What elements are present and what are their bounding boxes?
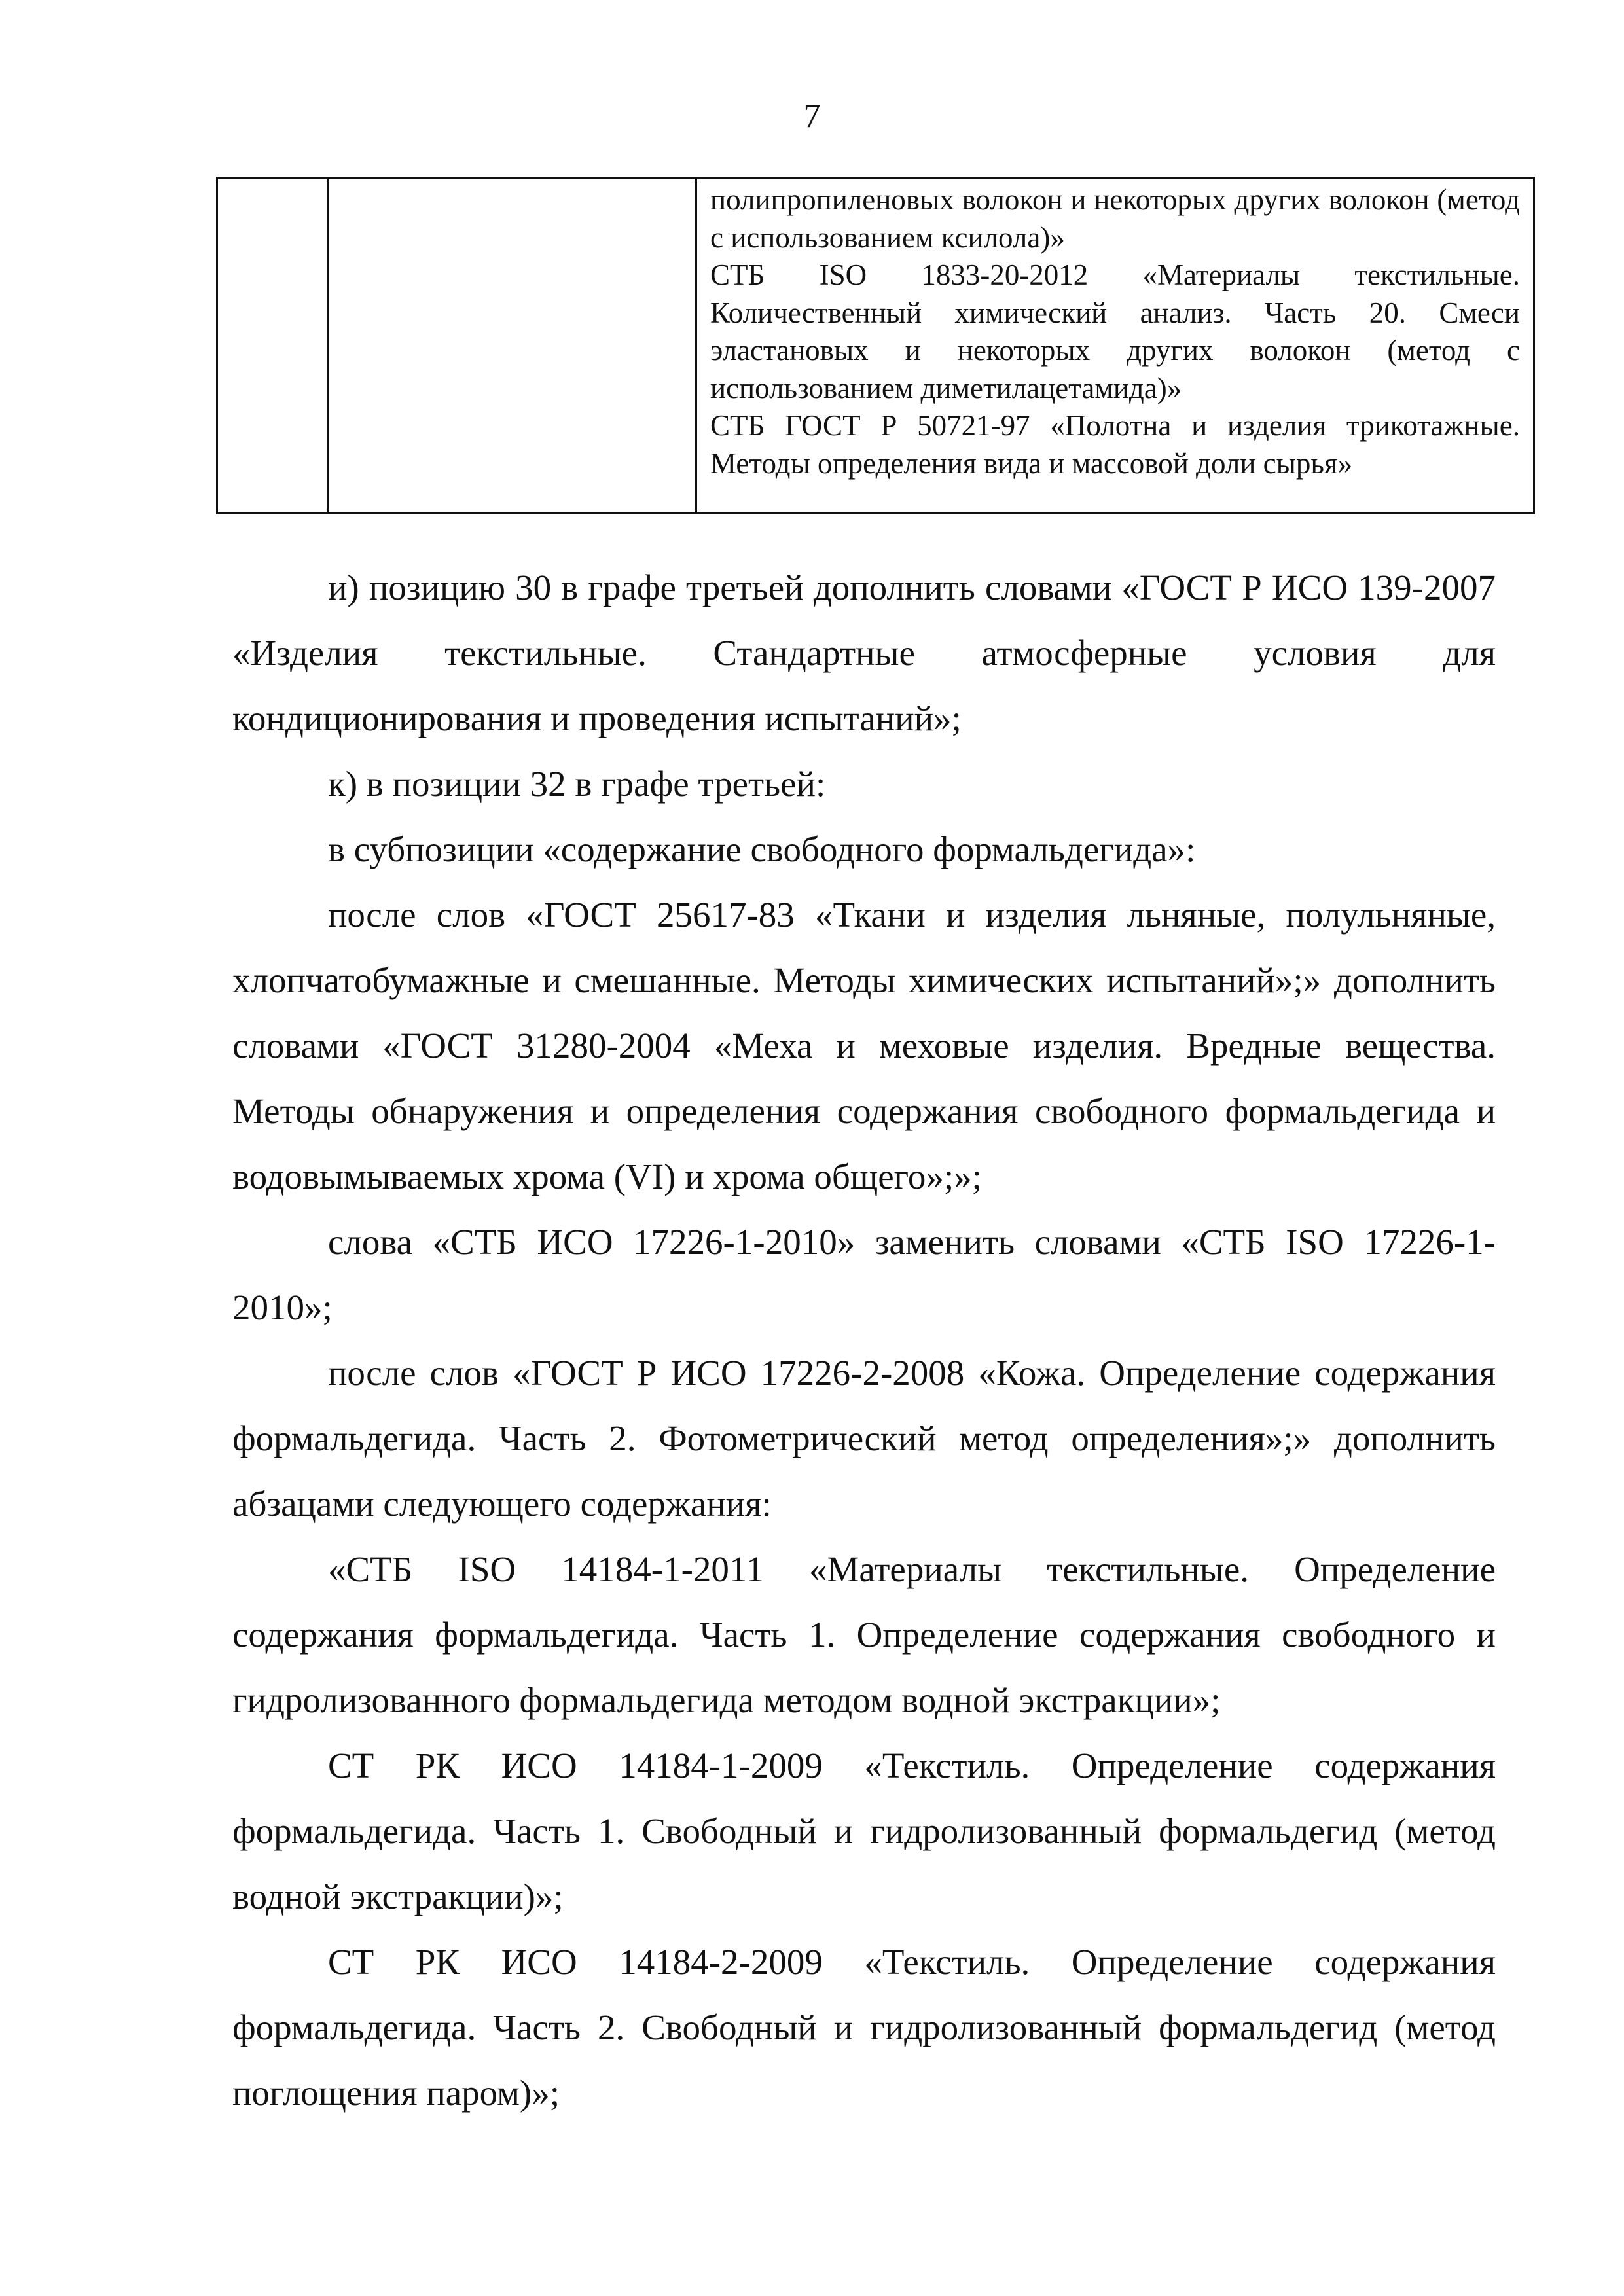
paragraph: СТ РК ИСО 14184-2-2009 «Текстиль. Определение содержания формальдегида. Часть 2. Свободный и гидролизованный формальдегид (метод поглощения паром)»; bbox=[232, 1942, 1496, 2113]
table-cell-text: СТБ ГОСТ Р 50721-97 «Полотна и изделия трикотажные. Методы определения вида и массовой доли сырья» bbox=[710, 409, 1520, 480]
table-cell-text: СТБ ISO 1833-20-2012 «Материалы текстильные. Количественный химический анализ. Часть 20. Смеси эластановых и некоторых других волокон (метод с использованием диметилацетамида)» bbox=[710, 259, 1520, 404]
table-cell-standards bbox=[696, 178, 1534, 514]
document-body bbox=[232, 555, 1496, 2126]
paragraph: к) в позиции 32 в графе третьей: bbox=[328, 764, 826, 804]
paragraph: после слов «ГОСТ 25617-83 «Ткани и изделия льняные, полульняные, хлопчатобумажные и смешанные. Методы химических испытаний»;» дополнить словами «ГОСТ 31280-2004 «Меха и меховые изделия. Вредные вещества. Методы обнаружения и определения содержания свободного формальдегида и водовымываемых хрома (VI) и хрома общего»;»; bbox=[232, 895, 1496, 1196]
paragraph: после слов «ГОСТ Р ИСО 17226-2-2008 «Кожа. Определение содержания формальдегида. Часть 2. Фотометрический метод определения»;» дополнить абзацами следующего содержания: bbox=[232, 1353, 1496, 1524]
page-number: 7 bbox=[803, 98, 821, 135]
paragraph: слова «СТБ ИСО 17226-1-2010» заменить словами «СТБ ISO 17226-1-2010»; bbox=[232, 1222, 1496, 1327]
paragraph: СТ РК ИСО 14184-1-2009 «Текстиль. Определение содержания формальдегида. Часть 1. Свободный и гидролизованный формальдегид (метод водной экстракции)»; bbox=[232, 1746, 1496, 1916]
table-cell-text: полипропиленовых волокон и некоторых других волокон (метод с использованием ксилола)» bbox=[710, 183, 1520, 254]
table-cell-requirement bbox=[328, 178, 696, 514]
standards-table bbox=[216, 177, 1535, 514]
paragraph: и) позицию 30 в графе третьей дополнить словами «ГОСТ Р ИСО 139-2007 «Изделия текстильные. Стандартные атмосферные условия для кондиционирования и проведения испытаний»; bbox=[232, 567, 1496, 738]
paragraph: в субпозиции «содержание свободного формальдегида»: bbox=[328, 829, 1196, 869]
paragraph: «СТБ ISO 14184-1-2011 «Материалы текстильные. Определение содержания формальдегида. Часть 1. Определение содержания свободного и гидролизованного формальдегида методом водной экстракции»; bbox=[232, 1549, 1496, 1720]
table-cell-position bbox=[217, 178, 328, 514]
table-row bbox=[217, 178, 1534, 514]
